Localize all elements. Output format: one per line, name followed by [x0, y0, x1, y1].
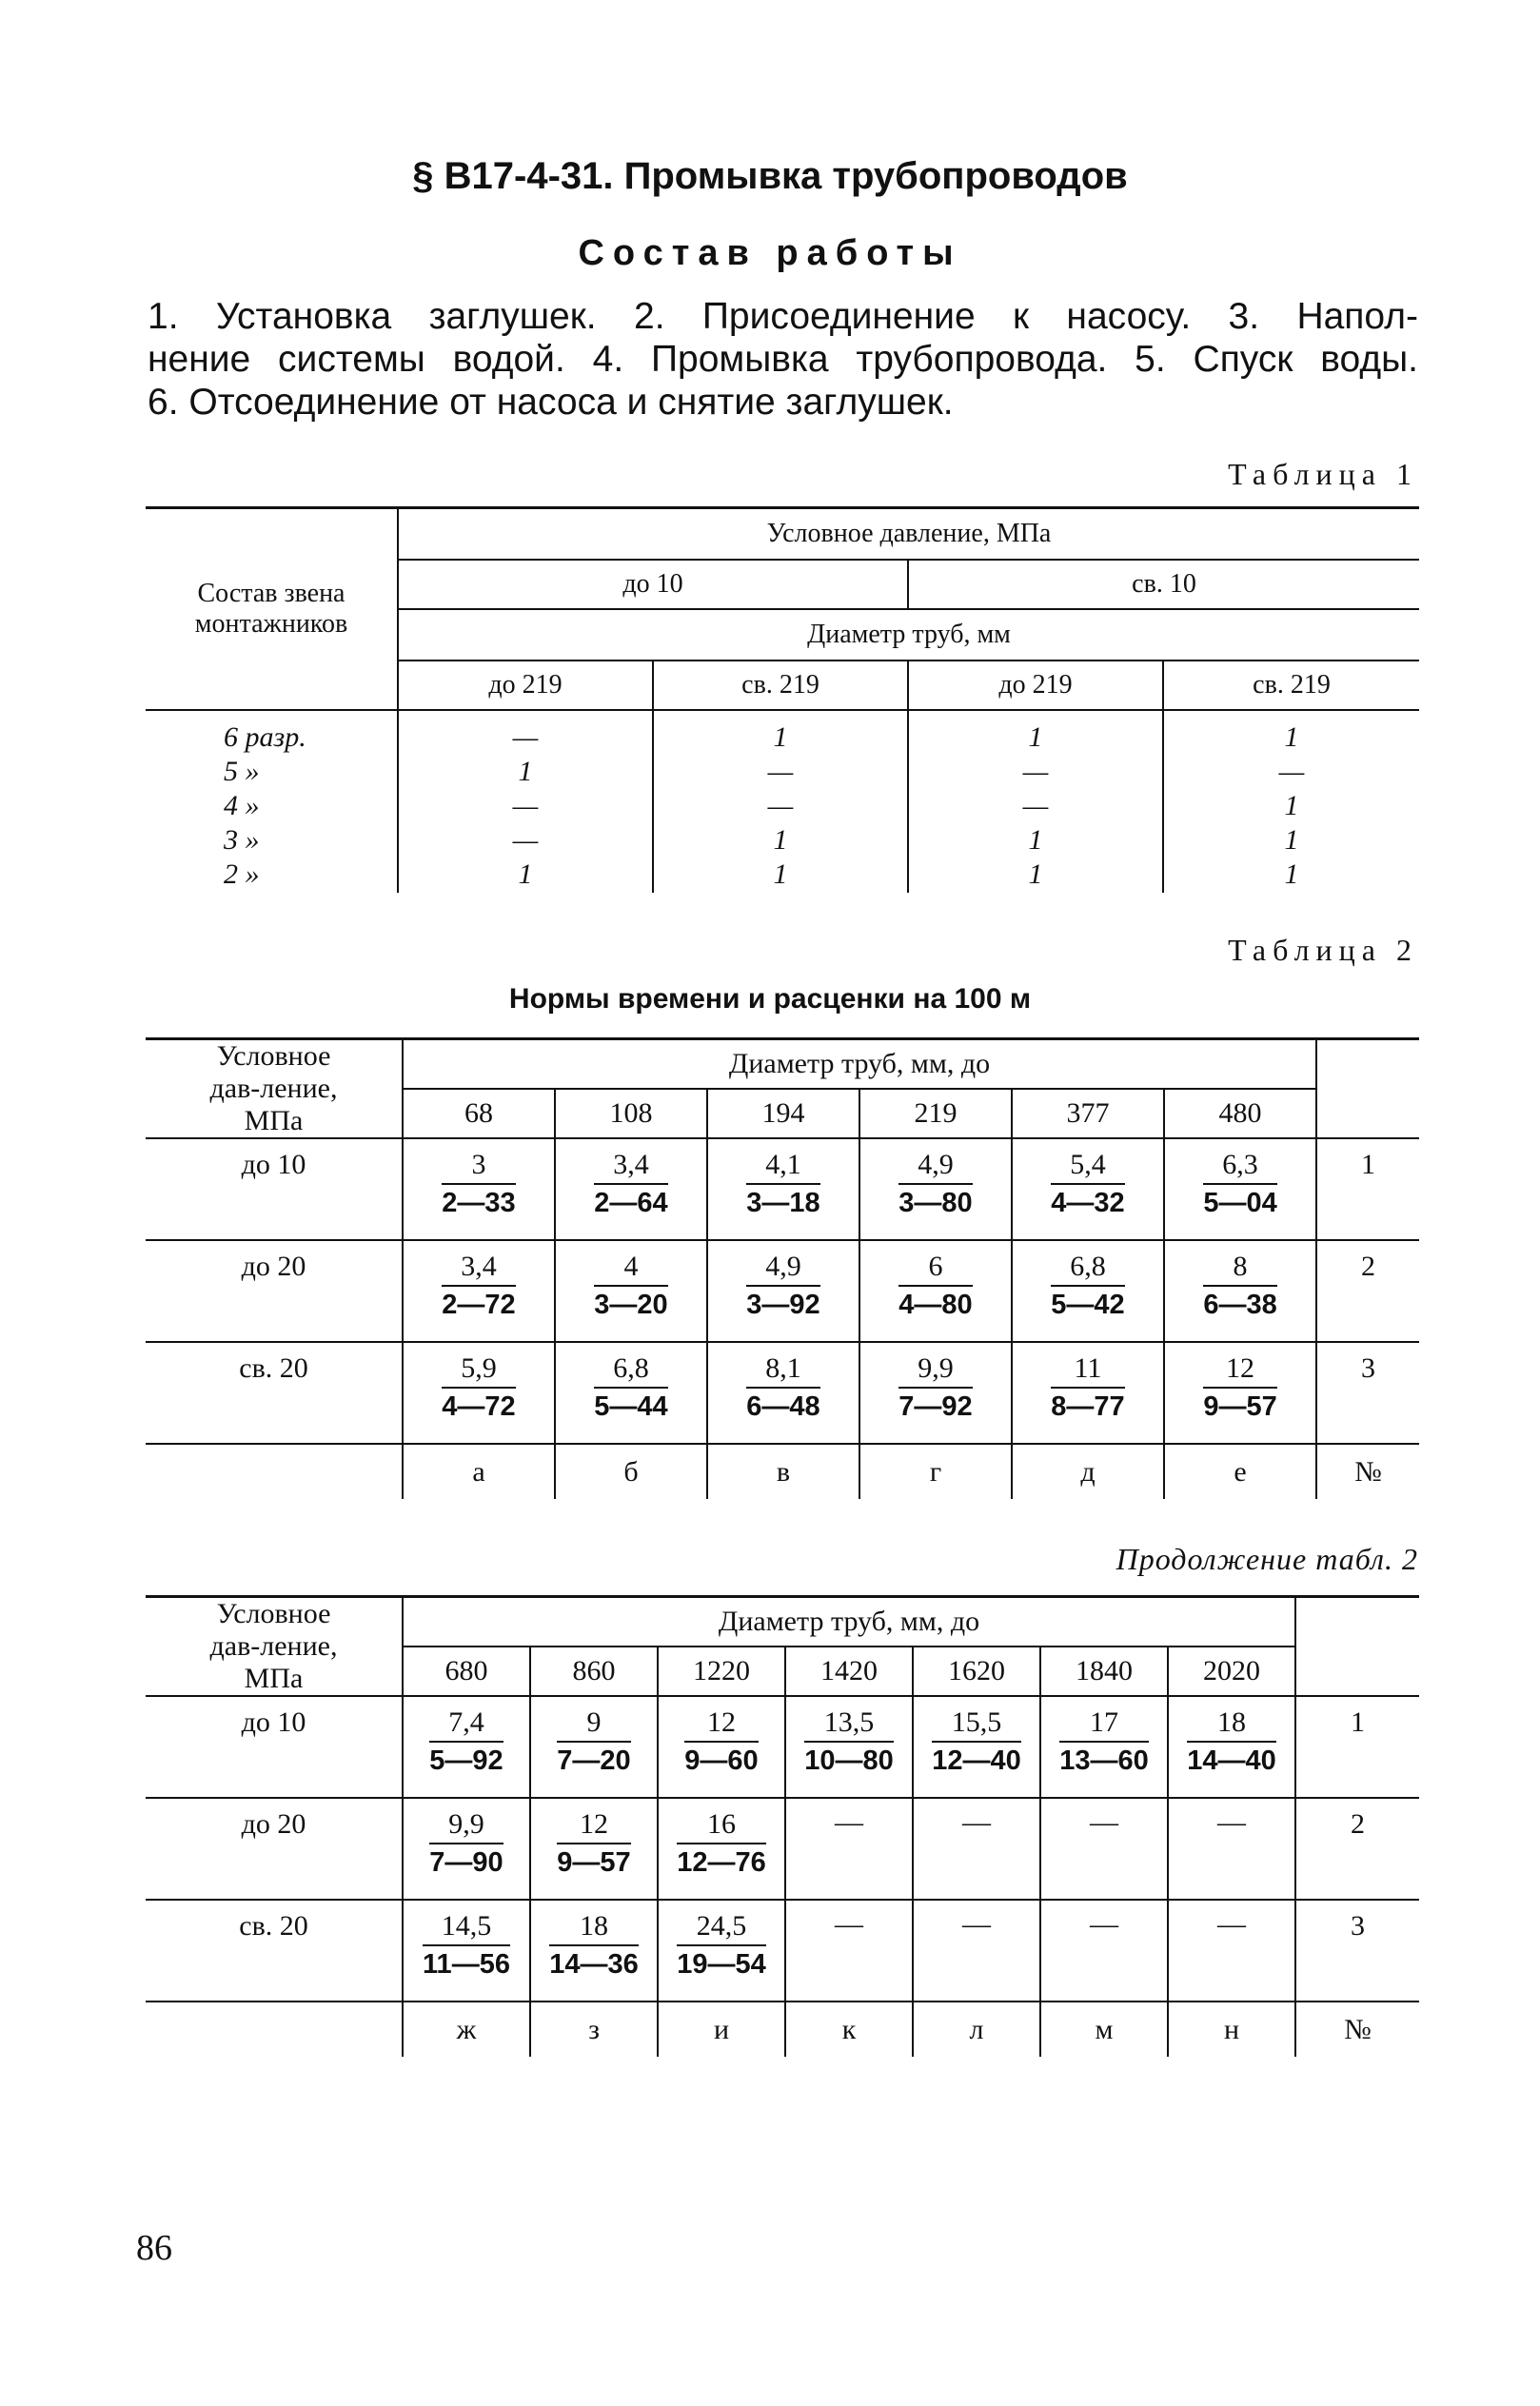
time-norm: 4 — [594, 1249, 667, 1287]
diameter-col: 219 — [859, 1089, 1012, 1138]
norm-fraction — [442, 1249, 515, 1323]
diameter-header: Диаметр труб, мм — [398, 609, 1419, 661]
time-norm: 3 — [442, 1147, 515, 1185]
table2-title: Нормы времени и расценки на 100 м — [508, 983, 1032, 1015]
norm-cell — [707, 1342, 859, 1444]
norm-fraction — [423, 1908, 510, 1982]
crew-value: — — [767, 755, 794, 787]
rate-value: 5—42 — [1051, 1290, 1125, 1320]
norm-cell — [1164, 1240, 1316, 1342]
time-norm: 11 — [1051, 1351, 1124, 1389]
norm-cell — [707, 1138, 859, 1240]
table3-caption: Продолжение табл. 2 — [1116, 1542, 1418, 1576]
pressure-row-label: до 10 — [146, 1696, 403, 1798]
diameter-col: 2020 — [1168, 1647, 1295, 1696]
work-line: 1. Установка заглушек. 2. Присоединение к насосу. 3. Напол- — [148, 296, 1418, 337]
time-norm: 5,9 — [442, 1351, 515, 1389]
rate-value: 9—60 — [684, 1745, 759, 1776]
time-norm: 4,1 — [746, 1147, 819, 1185]
time-norm: 8 — [1203, 1249, 1276, 1287]
pressure-row-label: св. 20 — [146, 1342, 403, 1444]
norm-cell — [859, 1240, 1012, 1342]
crew-header: Состав звена монтажников — [194, 578, 348, 639]
rate-value: 5—04 — [1203, 1188, 1277, 1218]
crew-header-cell — [146, 508, 398, 710]
row-number: 1 — [1295, 1696, 1419, 1798]
time-norm: 9 — [557, 1705, 630, 1743]
norm-fraction — [557, 1806, 630, 1881]
rate-value: 3—92 — [746, 1290, 820, 1320]
crew-rank-list — [146, 710, 398, 893]
column-letter: б — [555, 1444, 707, 1499]
norm-cell — [913, 1696, 1040, 1798]
rank-label: 2 » — [224, 858, 260, 890]
time-norm: 3,4 — [442, 1249, 515, 1287]
norm-cell — [403, 1138, 555, 1240]
dash-cell: — — [962, 1908, 991, 1940]
norm-cell — [1012, 1240, 1164, 1342]
norm-cell — [530, 1798, 658, 1900]
crew-value: — — [1278, 755, 1305, 787]
crew-value: — — [512, 789, 539, 821]
dash-cell: — — [1217, 1908, 1246, 1940]
norm-cell — [530, 1696, 658, 1798]
norm-fraction — [1051, 1351, 1124, 1425]
section-title: § В17-4-31. Промывка трубопроводов — [412, 155, 1128, 197]
table2-continuation — [146, 1595, 1419, 2057]
pressure-row-label: до 10 — [146, 1138, 403, 1240]
rate-value: 6—38 — [1203, 1290, 1277, 1320]
column-letter: н — [1168, 2002, 1295, 2057]
pressure-header-text: Условное дав-ление, МПа — [209, 1598, 338, 1694]
column-letter: л — [913, 2002, 1040, 2057]
time-norm: 5,4 — [1051, 1147, 1124, 1185]
diameter-col: 1420 — [785, 1647, 913, 1696]
row-number: 2 — [1295, 1798, 1419, 1900]
time-norm: 4,9 — [898, 1147, 972, 1185]
norm-fraction — [429, 1705, 503, 1779]
norm-fraction — [684, 1705, 758, 1779]
norm-fraction — [677, 1908, 766, 1982]
column-letter: и — [658, 2002, 785, 2057]
work-line: 6. Отсоединение от насоса и снятие заглушек. — [148, 382, 954, 423]
letters-row-blank — [146, 2002, 403, 2057]
norm-cell — [859, 1138, 1012, 1240]
rate-value: 4—32 — [1051, 1188, 1125, 1218]
time-norm: 12 — [684, 1705, 758, 1743]
rate-value: 8—77 — [1051, 1391, 1125, 1422]
diameter-col: до 219 — [908, 661, 1163, 710]
table2 — [146, 1037, 1419, 1499]
pressure-header — [146, 1039, 403, 1139]
time-norm: 6 — [898, 1249, 972, 1287]
letters-row-blank — [146, 1444, 403, 1499]
norm-cell — [785, 1696, 913, 1798]
norm-fraction — [746, 1351, 819, 1425]
norm-cell — [785, 1798, 913, 1900]
pressure-group: до 10 — [398, 560, 908, 609]
norm-fraction — [442, 1147, 515, 1221]
pressure-header-text: Условное дав-ление, МПа — [209, 1040, 338, 1136]
norm-cell — [1164, 1342, 1316, 1444]
rate-value: 2—64 — [594, 1188, 668, 1218]
rate-value: 2—72 — [442, 1290, 516, 1320]
norm-cell — [1012, 1138, 1164, 1240]
norm-cell — [913, 1900, 1040, 2002]
dash-cell: — — [1090, 1806, 1118, 1838]
dash-cell: — — [835, 1806, 863, 1838]
norm-fraction — [898, 1351, 972, 1425]
rate-value: 14—40 — [1187, 1745, 1276, 1776]
rank-label: 3 » — [224, 823, 260, 856]
dash-cell: — — [1217, 1806, 1246, 1838]
norm-cell — [555, 1138, 707, 1240]
crew-value: — — [512, 823, 539, 856]
rate-value: 7—20 — [557, 1745, 631, 1776]
crew-value: 1 — [773, 823, 788, 856]
rate-value: 4—80 — [898, 1290, 973, 1320]
rate-value: 7—90 — [429, 1847, 503, 1878]
norm-cell — [785, 1900, 913, 2002]
diameter-col: до 219 — [398, 661, 653, 710]
no-header-blank — [1316, 1039, 1419, 1139]
time-norm: 4,9 — [746, 1249, 819, 1287]
crew-value: 1 — [1284, 823, 1299, 856]
crew-value: 1 — [773, 720, 788, 753]
rank-label: 5 » — [224, 755, 260, 787]
rate-value: 7—92 — [898, 1391, 973, 1422]
norm-fraction — [442, 1351, 515, 1425]
column-letter: м — [1040, 2002, 1168, 2057]
work-line: нение системы водой. 4. Промывка трубопровода. 5. Спуск воды. — [148, 339, 1418, 380]
diameter-col: 480 — [1164, 1089, 1316, 1138]
column-letter: е — [1164, 1444, 1316, 1499]
norm-fraction — [1187, 1705, 1276, 1779]
crew-value: 1 — [1028, 858, 1043, 890]
diameter-header: Диаметр труб, мм, до — [403, 1597, 1295, 1647]
time-norm: 7,4 — [429, 1705, 503, 1743]
norm-cell — [530, 1900, 658, 2002]
column-letter: з — [530, 2002, 658, 2057]
rate-value: 4—72 — [442, 1391, 516, 1422]
crew-value: — — [1022, 755, 1049, 787]
norm-fraction — [549, 1908, 639, 1982]
rate-value: 3—80 — [898, 1188, 973, 1218]
norm-cell — [658, 1900, 785, 2002]
norm-fraction — [1051, 1249, 1124, 1323]
rate-value: 3—18 — [746, 1188, 820, 1218]
rate-value: 5—92 — [429, 1745, 503, 1776]
diameter-col: св. 219 — [1163, 661, 1419, 710]
norm-fraction — [746, 1147, 819, 1221]
time-norm: 18 — [1187, 1705, 1276, 1743]
norm-fraction — [746, 1249, 819, 1323]
norm-fraction — [1203, 1249, 1276, 1323]
time-norm: 13,5 — [804, 1705, 894, 1743]
norm-cell — [658, 1696, 785, 1798]
dash-cell: — — [1090, 1908, 1118, 1940]
rate-value: 10—80 — [804, 1745, 894, 1776]
page-number: 86 — [136, 2228, 172, 2268]
norm-fraction — [898, 1147, 972, 1221]
time-norm: 6,8 — [594, 1351, 667, 1389]
norm-cell — [1168, 1798, 1295, 1900]
pressure-row-label: до 20 — [146, 1798, 403, 1900]
norm-cell — [1168, 1900, 1295, 2002]
norm-fraction — [1203, 1147, 1276, 1221]
diameter-col: 1620 — [913, 1647, 1040, 1696]
rate-value: 9—57 — [1203, 1391, 1277, 1422]
rate-value: 11—56 — [423, 1949, 510, 1980]
time-norm: 12 — [557, 1806, 630, 1844]
work-composition-heading: Состав работы — [578, 233, 962, 273]
crew-value: 1 — [518, 858, 533, 890]
time-norm: 9,9 — [429, 1806, 503, 1844]
norm-cell — [403, 1240, 555, 1342]
column-letter: в — [707, 1444, 859, 1499]
norm-fraction — [594, 1147, 667, 1221]
diameter-col: 1220 — [658, 1647, 785, 1696]
rate-value: 5—44 — [594, 1391, 668, 1422]
diameter-col: 860 — [530, 1647, 658, 1696]
no-label: № — [1316, 1444, 1419, 1499]
norm-cell — [859, 1342, 1012, 1444]
time-norm: 3,4 — [594, 1147, 667, 1185]
column-letter: к — [785, 2002, 913, 2057]
time-norm: 12 — [1203, 1351, 1276, 1389]
crew-value: 1 — [1284, 858, 1299, 890]
norm-cell — [1040, 1798, 1168, 1900]
norm-fraction — [557, 1705, 630, 1779]
crew-value: 1 — [518, 755, 533, 787]
diameter-header: Диаметр труб, мм, до — [403, 1039, 1316, 1090]
norm-cell — [403, 1342, 555, 1444]
crew-value: 1 — [1028, 720, 1043, 753]
diameter-col: 1840 — [1040, 1647, 1168, 1696]
crew-col — [1163, 710, 1419, 893]
norm-cell — [1164, 1138, 1316, 1240]
time-norm: 15,5 — [932, 1705, 1021, 1743]
rate-value: 2—33 — [442, 1188, 516, 1218]
pressure-header: Условное давление, МПа — [398, 508, 1419, 560]
norm-cell — [1012, 1342, 1164, 1444]
column-letter: а — [403, 1444, 555, 1499]
norm-cell — [1040, 1696, 1168, 1798]
norm-cell — [1168, 1696, 1295, 1798]
pressure-header — [146, 1597, 403, 1697]
norm-cell — [658, 1798, 785, 1900]
norm-fraction — [1203, 1351, 1276, 1425]
norm-fraction — [594, 1249, 667, 1323]
norm-fraction — [898, 1249, 972, 1323]
pressure-row-label: до 20 — [146, 1240, 403, 1342]
time-norm: 9,9 — [898, 1351, 972, 1389]
norm-cell — [403, 1798, 530, 1900]
norm-fraction — [429, 1806, 503, 1881]
table2-caption: Таблица 2 — [1228, 933, 1418, 967]
norm-fraction — [1051, 1147, 1124, 1221]
norm-cell — [555, 1240, 707, 1342]
rate-value: 3—20 — [594, 1290, 668, 1320]
crew-value: 1 — [1284, 720, 1299, 753]
norm-cell — [707, 1240, 859, 1342]
norm-fraction — [1059, 1705, 1149, 1779]
norm-cell — [403, 1696, 530, 1798]
diameter-col: 194 — [707, 1089, 859, 1138]
rate-value: 9—57 — [557, 1847, 631, 1878]
rank-label: 4 » — [224, 789, 260, 821]
column-letter: ж — [403, 2002, 530, 2057]
norm-cell — [1040, 1900, 1168, 2002]
pressure-group: св. 10 — [908, 560, 1419, 609]
norm-cell — [913, 1798, 1040, 1900]
row-number: 2 — [1316, 1240, 1419, 1342]
work-composition-text — [148, 295, 1418, 424]
rate-value: 13—60 — [1059, 1745, 1149, 1776]
crew-col — [908, 710, 1163, 893]
dash-cell: — — [835, 1908, 863, 1940]
table1-caption: Таблица 1 — [1228, 457, 1418, 491]
norm-fraction — [932, 1705, 1021, 1779]
rate-value: 14—36 — [549, 1949, 639, 1980]
norm-fraction — [677, 1806, 766, 1881]
crew-value: — — [767, 789, 794, 821]
crew-value: 1 — [773, 858, 788, 890]
rate-value: 6—48 — [746, 1391, 820, 1422]
diameter-col: 680 — [403, 1647, 530, 1696]
time-norm: 18 — [549, 1908, 639, 1946]
no-header-blank — [1295, 1597, 1419, 1697]
time-norm: 24,5 — [677, 1908, 766, 1946]
diameter-col: св. 219 — [653, 661, 908, 710]
row-number: 3 — [1295, 1900, 1419, 2002]
crew-col — [398, 710, 653, 893]
crew-value: — — [1022, 789, 1049, 821]
time-norm: 6,8 — [1051, 1249, 1124, 1287]
time-norm: 14,5 — [423, 1908, 510, 1946]
diameter-col: 108 — [555, 1089, 707, 1138]
norm-cell — [555, 1342, 707, 1444]
rate-value: 19—54 — [677, 1949, 766, 1980]
time-norm: 16 — [677, 1806, 766, 1844]
no-label: № — [1295, 2002, 1419, 2057]
pressure-row-label: св. 20 — [146, 1900, 403, 2002]
norm-fraction — [594, 1351, 667, 1425]
rank-label: 6 разр. — [224, 720, 306, 753]
diameter-col: 68 — [403, 1089, 555, 1138]
crew-col — [653, 710, 908, 893]
row-number: 3 — [1316, 1342, 1419, 1444]
time-norm: 8,1 — [746, 1351, 819, 1389]
crew-value: — — [512, 720, 539, 753]
norm-cell — [403, 1900, 530, 2002]
rate-value: 12—76 — [677, 1847, 766, 1878]
dash-cell: — — [962, 1806, 991, 1838]
norm-fraction — [804, 1705, 894, 1779]
crew-value: 1 — [1284, 789, 1299, 821]
rate-value: 12—40 — [932, 1745, 1021, 1776]
row-number: 1 — [1316, 1138, 1419, 1240]
diameter-col: 377 — [1012, 1089, 1164, 1138]
column-letter: д — [1012, 1444, 1164, 1499]
table1 — [146, 506, 1419, 893]
column-letter: г — [859, 1444, 1012, 1499]
time-norm: 17 — [1059, 1705, 1149, 1743]
crew-value: 1 — [1028, 823, 1043, 856]
time-norm: 6,3 — [1203, 1147, 1276, 1185]
